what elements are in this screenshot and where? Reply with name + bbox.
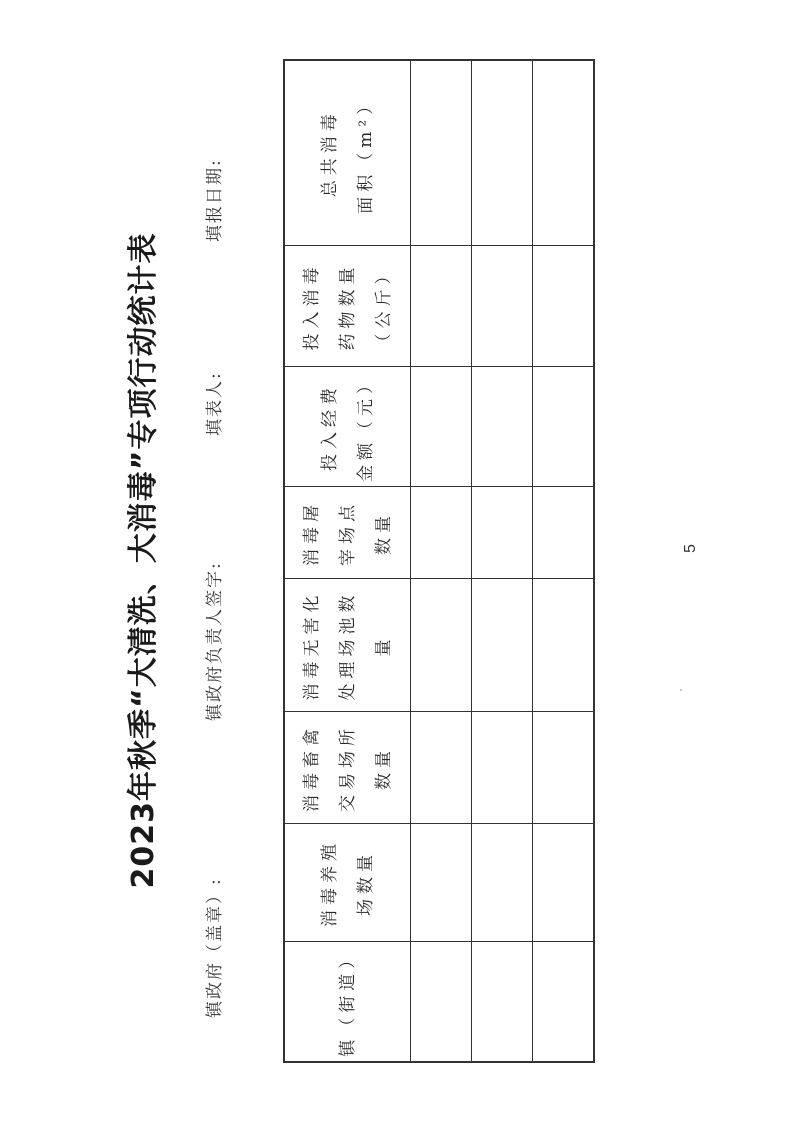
statistics-table — [283, 59, 595, 1063]
header-harmless: 消毒无害化 处理场池数 量 — [284, 579, 411, 712]
leader-sign-label: 镇政府负责人签字: — [205, 561, 225, 721]
table-cell — [533, 60, 595, 246]
table-cell — [472, 942, 533, 1062]
page-number: 5 — [682, 544, 699, 553]
page-title: 2023年秋季“大清洗、大消毒”专项行动统计表 — [126, 232, 161, 889]
header-drugs: 投入消毒 药物数量 （公斤） — [284, 246, 411, 367]
header-slaughter: 消毒屠 宰场点 数量 — [284, 487, 411, 579]
table-cell — [533, 824, 595, 942]
table-cell — [411, 487, 472, 579]
table-cell — [411, 246, 472, 367]
scan-speck — [680, 689, 682, 691]
table-header-row — [284, 60, 411, 1062]
filler-label: 填表人: — [205, 371, 225, 436]
header-markets: 消毒畜禽 交易场所 数量 — [284, 712, 411, 824]
header-town: 镇（街道） — [284, 942, 411, 1062]
table-cell — [533, 367, 595, 487]
table-cell — [533, 579, 595, 712]
header-funds: 投入经费 金额（元） — [284, 367, 411, 487]
table-cell — [472, 367, 533, 487]
table-cell — [411, 712, 472, 824]
table-cell — [411, 367, 472, 487]
table-row — [472, 60, 533, 1062]
table-cell — [472, 246, 533, 367]
table-cell — [472, 60, 533, 246]
table-cell — [472, 824, 533, 942]
table-row — [411, 60, 472, 1062]
table-cell — [411, 942, 472, 1062]
table-cell — [533, 487, 595, 579]
table-cell — [411, 824, 472, 942]
org-stamp-label: 镇政府（盖章）: — [205, 877, 225, 1018]
table-cell — [411, 60, 472, 246]
header-area: 总共消毒 面积（m²） — [284, 60, 411, 246]
table-cell — [533, 712, 595, 824]
table-cell — [411, 579, 472, 712]
table-cell — [472, 579, 533, 712]
table-row — [533, 60, 595, 1062]
table-cell — [472, 487, 533, 579]
table-cell — [533, 246, 595, 367]
table-cell — [472, 712, 533, 824]
header-farms: 消毒养殖 场数量 — [284, 824, 411, 942]
table-cell — [533, 942, 595, 1062]
date-label: 填报日期: — [205, 158, 225, 242]
